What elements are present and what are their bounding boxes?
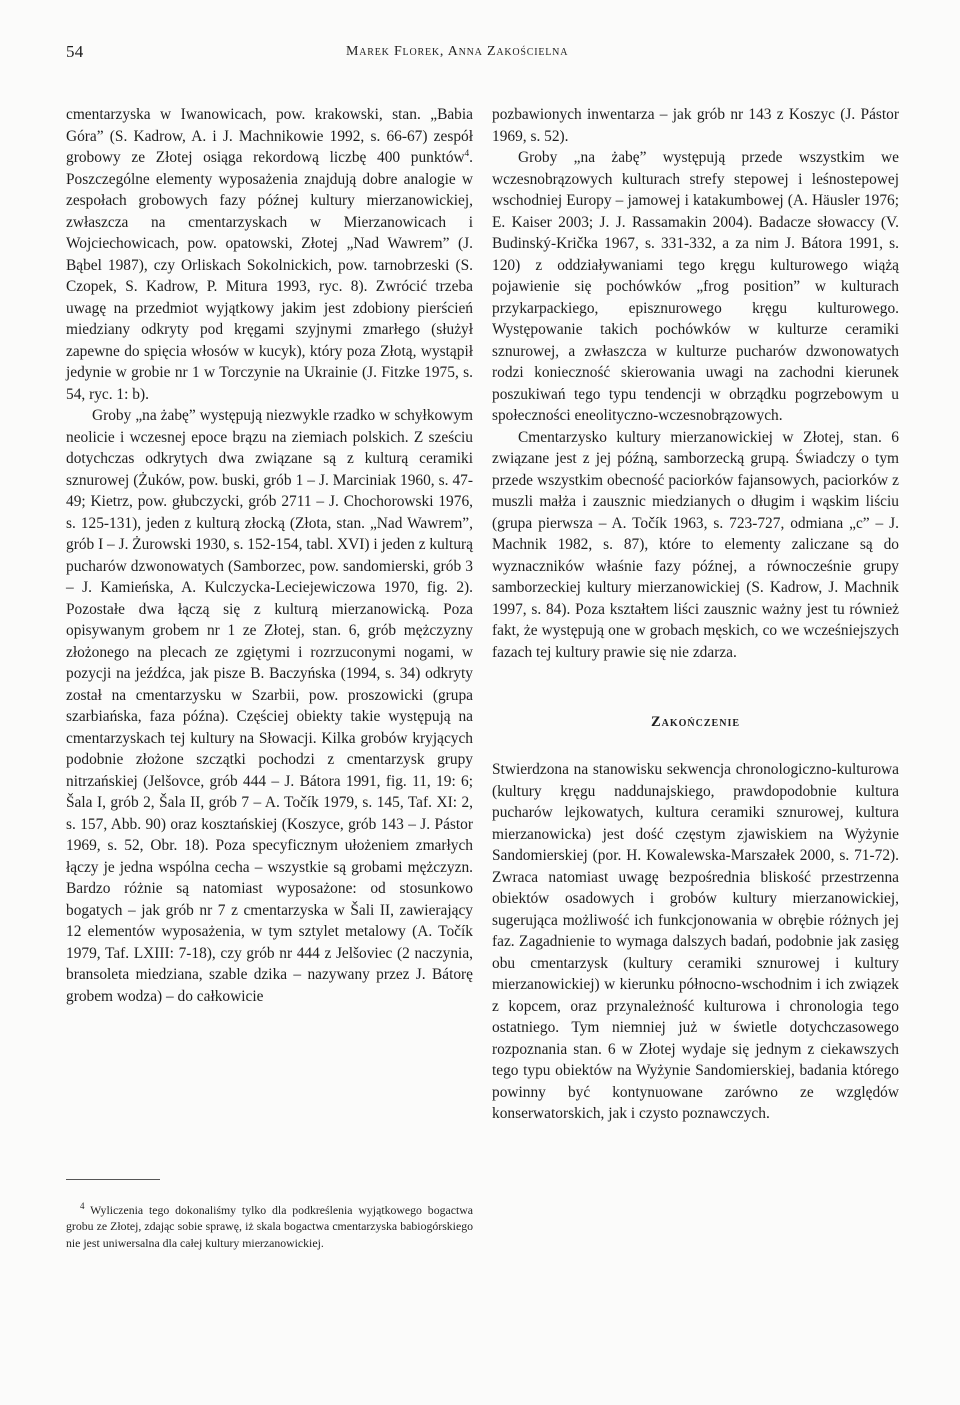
right-paragraph-1: pozbawionych inwentarza – jak grób nr 143 z Koszyc (J. Pástor 1969, s. 52). — [492, 106, 899, 145]
left-column — [66, 104, 473, 1007]
right-paragraph-3: Cmentarzysko kultury mierzanowickiej w Złotej, stan. 6 związane jest z jej późną, samborzecką grupą. Świadczy o tym przede wszystkim obecność paciorków fajansowych, paciorków z muszli małża i zausznic miedzianych o długim i wąskim liściu (grupa pierwsza – A. Točík 1963, s. 723-727, odmiana „c” – J. Machnik 1982, s. 87), które to elementy zaliczane są do wyznaczników właśnie fazy późnej, a równocześnie grupy samborzeckiej kultury mierzanowickiej (S. Kadrow, J. Machnik 1997, s. 84). Poza kształtem liści zausznic ważny jest tu również fakt, że występują one w grobach męskich, co we wcześniejszych fazach tej kultury prawie się nie zdarza. — [492, 428, 899, 661]
footnote-divider — [66, 1179, 160, 1180]
left-paragraph-1-end: . Poszczególne elementy wyposażenia znajdują dobre analogie w zespołach grobowych fazy późnej kultury mierzanowickiej, zwłaszcza na cmentarzyskach w Mierzanowicach i Wojciechowicach, pow. opatowski, Złotej „Nad Wawrem” (J. Bąbel 1987), czy Orliskach Sokolnickich, pow. tarnobrzeski (S. Czopek, S. Kadrow, P. Mitura 1993, ryc. 8). Zwrócić trzeba uwagę na przedmiot wyjątkowy jakim jest zdobiony pierścień miedziany odkryty pod kręgami szyjnymi zmarłego (służył zapewne do spięcia włosów w kucyk), który poza Złotą, wystąpił jedynie w grobie nr 1 w Torczynie na Ukrainie (J. Fitzke 1975, s. 54, ryc. 1: b). — [66, 149, 473, 403]
right-column — [492, 104, 899, 1125]
footnote-4 — [66, 1202, 473, 1252]
left-paragraph-1 — [66, 104, 473, 405]
footnote-reference: 4 — [464, 147, 470, 158]
running-head: Marek Florek, Anna Zakościelna — [346, 44, 569, 59]
right-paragraph-4: Stwierdzona na stanowisku sekwencja chronologiczno-kulturowa (kultury kręgu naddunajskiego, prawdopodobnie kultura pucharów lejkowatych, kultura ceramiki sznurowej, kultura mierzanowicka) jest dość częstym zjawiskiem na Wyżynie Sandomierskiej (por. H. Kowalewska-Marszałek 2000, s. 71-72). Zwraca natomiast uwagę bezpośrednia bliskość przestrzenna obiektów osadowych i grobów kultury mierzanowickiej, sugerująca możliwość ich funkcjonowania w obrębie różnych jej faz. Zagadnienie to wymaga dalszych badań, podobnie jak zasięg obu cmentarzysk (kultury ceramiki sznurowej i kultury mierzanowickiej) w kierunku północno-wschodnim i ich związek z kopcem, oraz przynależność kulturowa i chronologia tego ostatniego. Tym niemniej już w świetle dotychczasowego rozpoznania stan. 6 w Złotej wydaje się jednym z ciekawszych tego typu obiektów na Wyżynie Sandomierskiej, badania którego powinny być kontynuowane zarówno ze względów konserwatorskich, jak i czysto poznawczych. — [492, 761, 899, 1122]
section-heading-conclusion: Zakończenie — [650, 714, 741, 730]
left-paragraph-2: Groby „na żabę” występują niezwykle rzadko w schyłkowym neolicie i wczesnej epoce brązu na ziemiach polskich. Z sześciu dotychczas odkrytych dwa związane są z kulturą ceramiki sznurowej (Żuków, pow. buski, grób 1 – J. Marciniak 1960, s. 47-49; Kietrz, pow. głubczycki, grób 2711 – J. Chochorowski 1976, s. 125-131), jeden z kulturą złocką (Złota, stan. „Nad Wawrem”, grób I – J. Żurowski 1930, s. 152-154, tabl. XVI) i jeden z kulturą pucharów dzwonowatych (Samborzec, pow. sandomierski, grób 3 – J. Kamieńska, A. Kulczycka-Leciejewiczowa 1970, fig. 2). Pozostałe dwa łączą się z kulturą mierzanowicką. Poza opisywanym grobem nr 1 ze Złotej, stan. 6, grób mężczyzny złożonego na plecach ze zgiętymi i rozrzuconymi nogami, w pozycji na jeźdźca, jak pisze B. Baczyńska (1994, s. 34) odkryty został na cmentarzysku w Szarbii, pow. proszowicki (grupa szarbiańska, faza późna). Częściej obiekty takie występują na cmentarzyskach tej kultury na Słowacji. Kilka grobów kryjących podobnie złożone szczątki pochodzi z cmentarzysk grupy nitrzańskiej (Jelšovce, grób 444 – J. Bátora 1991, fig. 11, 19: 6; Šala I, grób 2, Šala II, grób 7 – A. Točík 1979, s. 145, Taf. XI: 2, s. 157, Abb. 90) oraz kosztańskiej (Koszyce, grób 143 – J. Pástor 1969, s. 52, Obr. 18). Poza specyficznym ułożeniem zmarłych łączy je jedna wspólna cecha – wszystkie są grobami mężczyzn. Bardzo różnie są natomiast wyposażone: od stosunkowo bogatych – jak grób nr 7 z cmentarzyska w Šali II, zawierający 12 elementów wyposażenia, w tym sztylet metalowy (A. Točík 1979, Taf. LXIII: 7-18), czy grób nr 444 z Jelšoviec (2 naczynia, bransoleta miedziana, szable dzika – nazywany przez J. Bátorę grobem wodza) – do całkowicie — [66, 407, 473, 1005]
page-number: 54 — [66, 42, 84, 61]
page-header — [66, 42, 896, 66]
left-paragraph-1-start: cmentarzyska w Iwanowicach, pow. krakowski, stan. „Babia Góra” (S. Kadrow, A. i J. Machnikowie 1992, s. 66-67) zespół grobowy ze Złotej osiąga rekordową liczbę 400 punktów — [66, 106, 473, 166]
footnote-text: Wyliczenia tego dokonaliśmy tylko dla podkreślenia wyjątkowego bogactwa grobu ze Złotej, zdając sobie sprawę, iż skala bogactwa cmentarzyska babiogórskiego nie jest uniwersalna dla całej kultury mierzanowickiej. — [66, 1202, 473, 1250]
right-paragraph-2: Groby „na żabę” występują przede wszystkim we wczesnobrązowych kulturach strefy stepowej i leśnostepowej wschodniej Europy – jamowej i katakumbowej (A. Häusler 1976; E. Kaiser 2003; J. J. Rassamakin 2004). Badacze słowaccy (V. Budinský-Krička 1967, s. 331-332, a za nim J. Bátora 1991, s. 120) z oddziaływaniami tego kręgu kulturowego wiążą pojawienie się pochówków „frog position” w kulturach przykarpackiego, episznurowego kręgu kulturowego. Występowanie takich pochówków w kulturze ceramiki sznurowej, a zwłaszcza w kulturze pucharów dzwonowatych rodzi konieczność skierowania uwagi na zachodni kierunek poszukiwań tego typu tendencji w obrządku pogrzebowym u społeczności eneolityczno-wczesnobrązowych. — [492, 149, 899, 424]
footnote-marker: 4 — [80, 1200, 85, 1211]
